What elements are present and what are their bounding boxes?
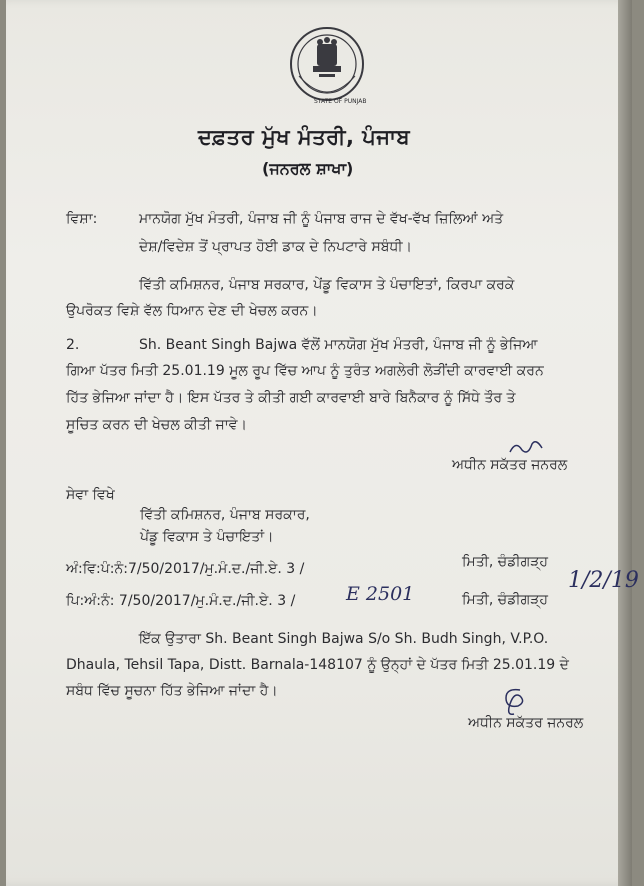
signature-1-title: ਅਧੀਨ ਸਕੱਤਰ ਜਨਰਲ — [452, 457, 568, 473]
branch-title: (ਜਨਰਲ ਸ਼ਾਖਾ) — [262, 159, 354, 178]
page-edge-shadow — [618, 0, 632, 886]
reference-2: ਪਿ:ਅੰ:ਨੰ: 7/50/2017/ਮੁ.ਮੰ.ਦ./ਜੀ.ਏ. 3 / — [66, 593, 296, 609]
emblem-caption: STATE OF PUNJAB — [314, 98, 367, 105]
reference-1: ਅੰ:ਵਿ:ਪੰ:ਨੰ:7/50/2017/ਮੁ.ਮੰ.ਦ./ਜੀ.ਏ. 3 / — [66, 561, 305, 577]
signature-2-title: ਅਧੀਨ ਸਕੱਤਰ ਜਨਰਲ — [468, 715, 584, 731]
para2-line-4: ਸੂਚਿਤ ਕਰਨ ਦੀ ਖੇਚਲ ਕੀਤੀ ਜਾਵੇ। — [66, 417, 247, 433]
handwritten-dispatch-number: E 2501 — [346, 583, 415, 605]
para1-line-2: ਉਪਰੋਕਤ ਵਿਸ਼ੇ ਵੱਲ ਧਿਆਨ ਦੇਣ ਦੀ ਖੇਚਲ ਕਰਨ। — [66, 303, 318, 319]
copy-line-3: ਸਬੰਧ ਵਿੱਚ ਸੂਚਨਾ ਹਿੱਤ ਭੇਜਿਆ ਜਾਂਦਾ ਹੈ। — [66, 683, 278, 699]
para2-number: 2. — [66, 337, 80, 353]
addressee-line-2: ਪੇਂਡੂ ਵਿਕਾਸ ਤੇ ਪੰਚਾਇਤਾਂ। — [140, 529, 274, 545]
subject-label: ਵਿਸ਼ਾ: — [66, 211, 98, 227]
reference-2-date: ਮਿਤੀ, ਚੰਡੀਗੜ੍ਹ — [462, 592, 549, 608]
signature-scribble-1 — [506, 436, 546, 458]
para2-line-3: ਹਿੱਤ ਭੇਜਿਆ ਜਾਂਦਾ ਹੈ। ਇਸ ਪੱਤਰ ਤੇ ਕੀਤੀ ਗਈ ਕਾਰਵਾਈ ਬਾਰੇ ਬਿਨੈਕਾਰ ਨੂੰ ਸਿੱਧੇ ਤੌਰ ਤੇ — [66, 390, 516, 406]
subject-line-2: ਦੇਸ਼/ਵਿਦੇਸ਼ ਤੋਂ ਪ੍ਰਾਪਤ ਹੋਈ ਡਾਕ ਦੇ ਨਿਪਟਾਰੇ ਸਬੰਧੀ। — [139, 239, 412, 255]
copy-line-2: Dhaula, Tehsil Tapa, Distt. Barnala-148107 ਨੂੰ ਉਨ੍ਹਾਂ ਦੇ ਪੱਤਰ ਮਿਤੀ 25.01.19 ਦੇ — [66, 657, 569, 673]
office-title: ਦਫ਼ਤਰ ਮੁੱਖ ਮੰਤਰੀ, ਪੰਜਾਬ — [198, 125, 411, 149]
reference-1-date: ਮਿਤੀ, ਚੰਡੀਗੜ੍ਹ — [462, 554, 549, 570]
letter-page — [6, 0, 639, 886]
para1-line-1: ਵਿੱਤੀ ਕਮਿਸ਼ਨਰ, ਪੰਜਾਬ ਸਰਕਾਰ, ਪੇਂਡੂ ਵਿਕਾਸ ਤੇ ਪੰਚਾਇਤਾਂ, ਕਿਰਪਾ ਕਰਕੇ — [139, 277, 515, 293]
para2-line-1: Sh. Beant Singh Bajwa ਵੱਲੋਂ ਮਾਨਯੋਗ ਮੁੱਖ ਮੰਤਰੀ, ਪੰਜਾਬ ਜੀ ਨੂੰ ਭੇਜਿਆ — [139, 337, 538, 353]
handwritten-date: 1/2/19 — [568, 568, 639, 593]
subject-line-1: ਮਾਨਯੋਗ ਮੁੱਖ ਮੰਤਰੀ, ਪੰਜਾਬ ਜੀ ਨੂੰ ਪੰਜਾਬ ਰਾਜ ਦੇ ਵੱਖ-ਵੱਖ ਜ਼ਿਲਿਆਂ ਅਤੇ — [139, 211, 504, 227]
copy-line-1: ਇੱਕ ਉਤਾਰਾ Sh. Beant Singh Bajwa S/o Sh. Budh Singh, V.P.O. — [139, 631, 549, 647]
para2-line-2: ਗਿਆ ਪੱਤਰ ਮਿਤੀ 25.01.19 ਮੂਲ ਰੂਪ ਵਿੱਚ ਆਪ ਨੂੰ ਤੁਰੰਤ ਅਗਲੇਰੀ ਲੋੜੀਂਦੀ ਕਾਰਵਾਈ ਕਰਨ — [66, 363, 544, 379]
addressee-line-1: ਵਿੱਤੀ ਕਮਿਸ਼ਨਰ, ਪੰਜਾਬ ਸਰਕਾਰ, — [140, 507, 310, 523]
addressee-label: ਸੇਵਾ ਵਿਖੇ — [66, 487, 115, 503]
